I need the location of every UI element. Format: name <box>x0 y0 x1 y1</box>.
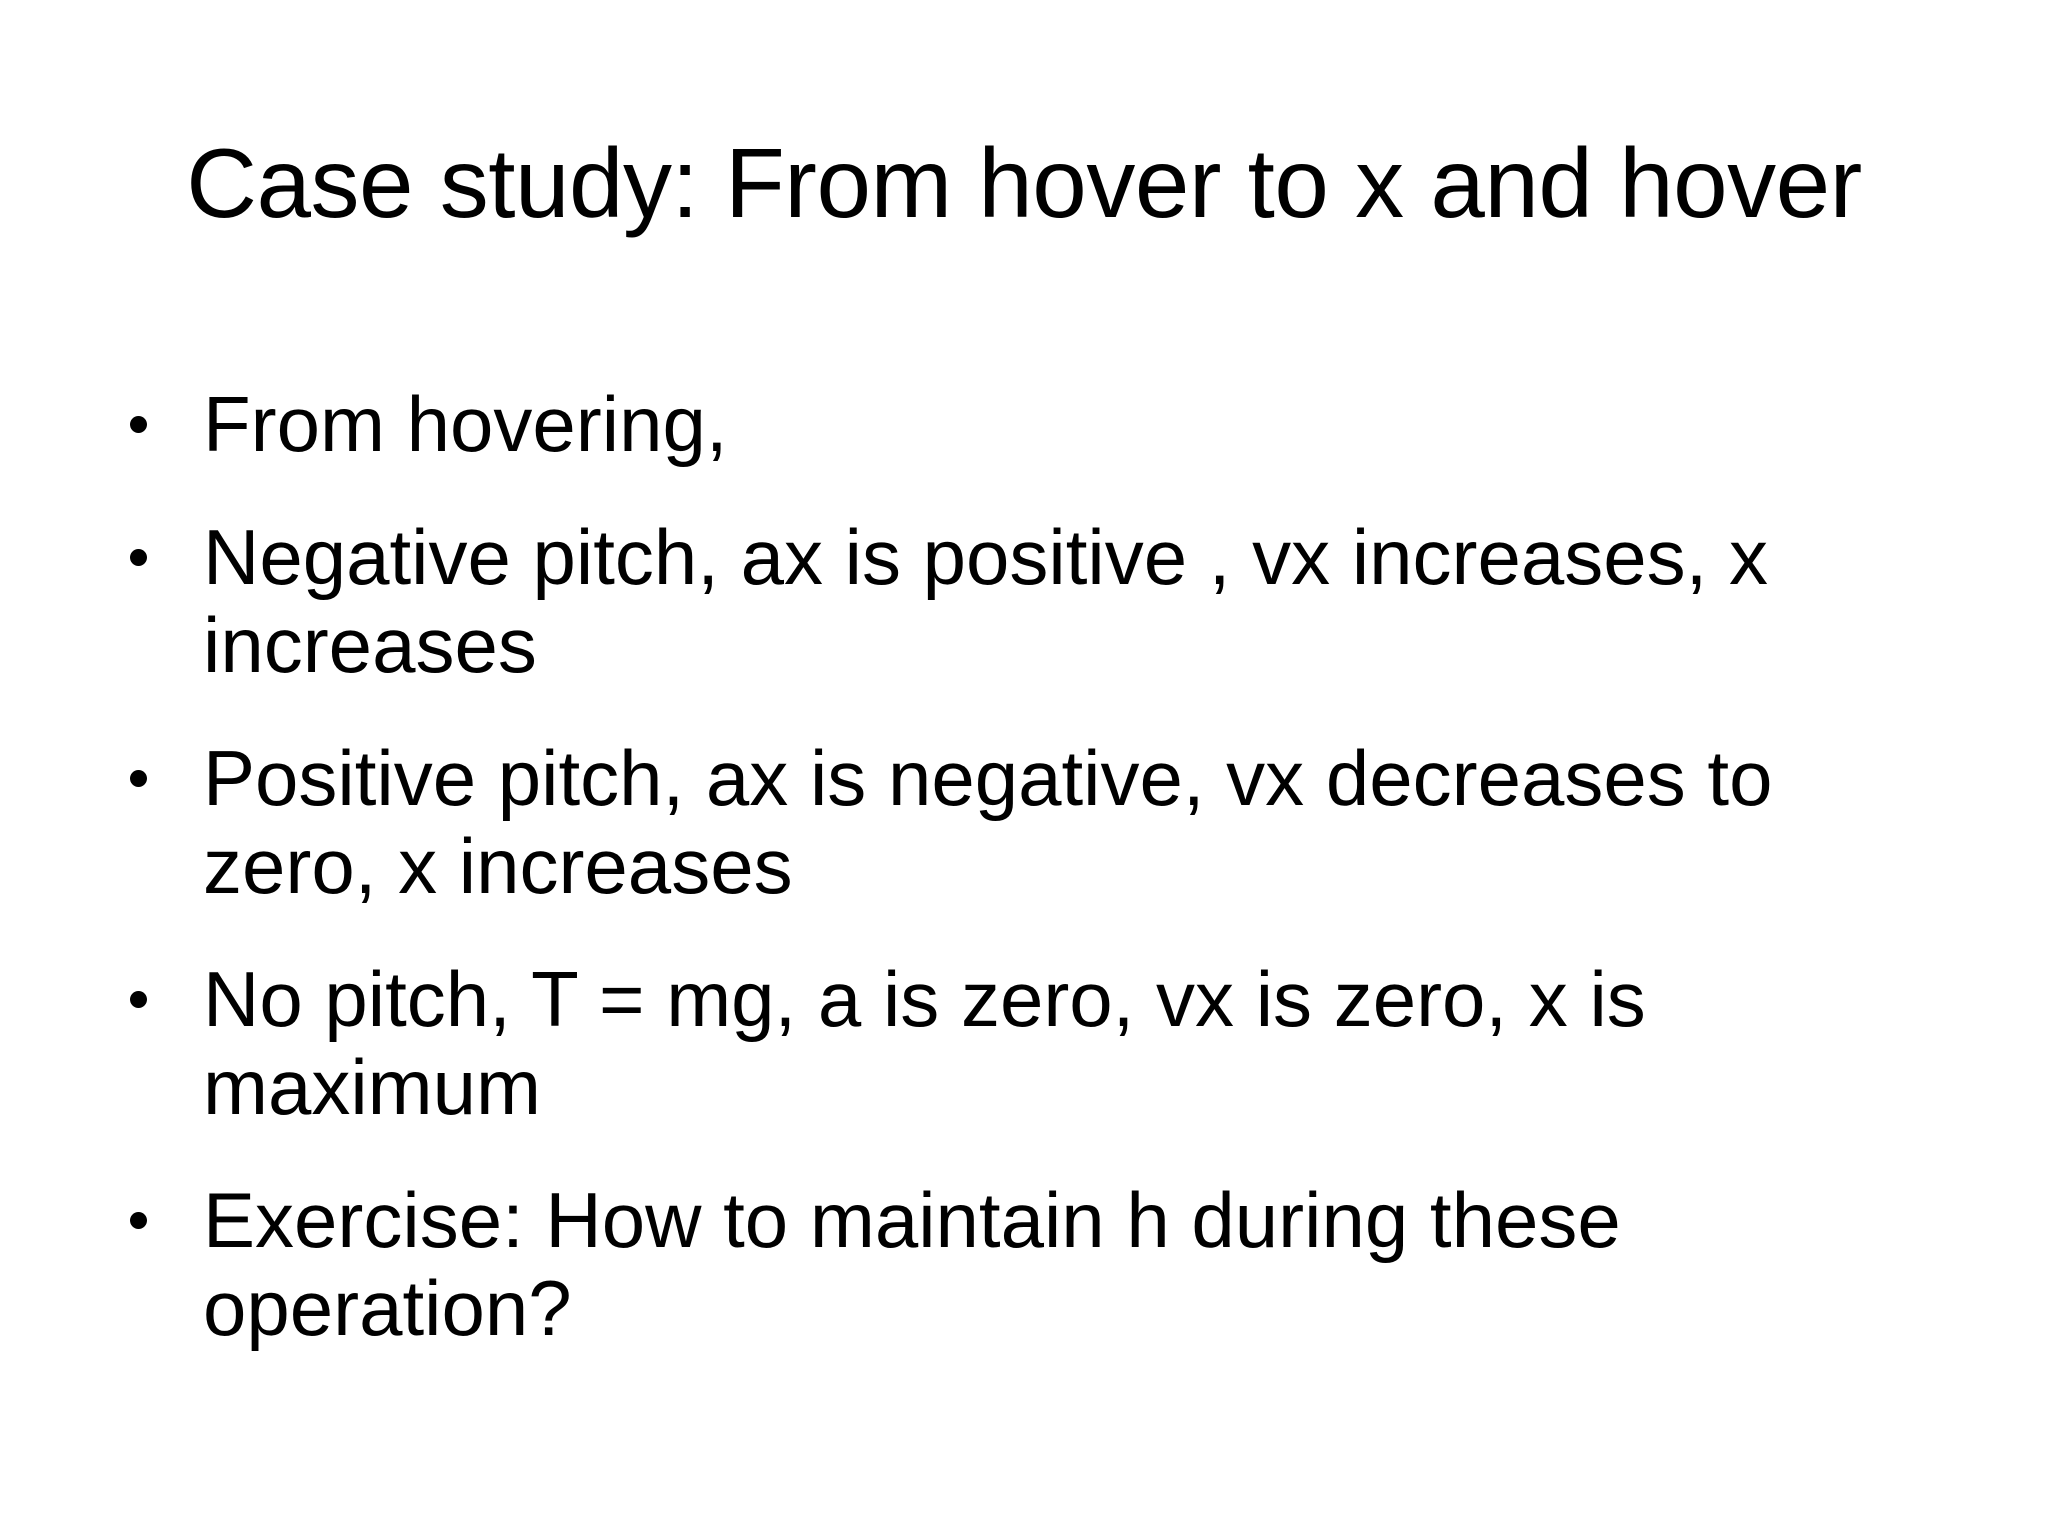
bullet-text: No pitch, T = mg, a is zero, vx is zero, x is maximum <box>203 955 1646 1131</box>
bullet-icon <box>128 955 168 1043</box>
bullet-item <box>128 955 1908 1131</box>
bullet-icon <box>128 513 168 601</box>
bullet-list <box>128 380 1908 1397</box>
bullet-icon <box>128 380 168 468</box>
bullet-text: Positive pitch, ax is negative, vx decreases to zero, x increases <box>203 734 1773 910</box>
bullet-text: From hovering, <box>203 380 728 468</box>
bullet-item <box>128 1176 1908 1352</box>
bullet-item <box>128 513 1908 689</box>
bullet-text: Exercise: How to maintain h during these operation? <box>203 1176 1621 1352</box>
bullet-text: Negative pitch, ax is positive , vx increases, x increases <box>203 513 1768 689</box>
bullet-icon <box>128 1176 168 1264</box>
bullet-icon <box>128 734 168 822</box>
bullet-item <box>128 380 1908 468</box>
bullet-item <box>128 734 1908 910</box>
slide-title: Case study: From hover to x and hover <box>186 128 1862 238</box>
